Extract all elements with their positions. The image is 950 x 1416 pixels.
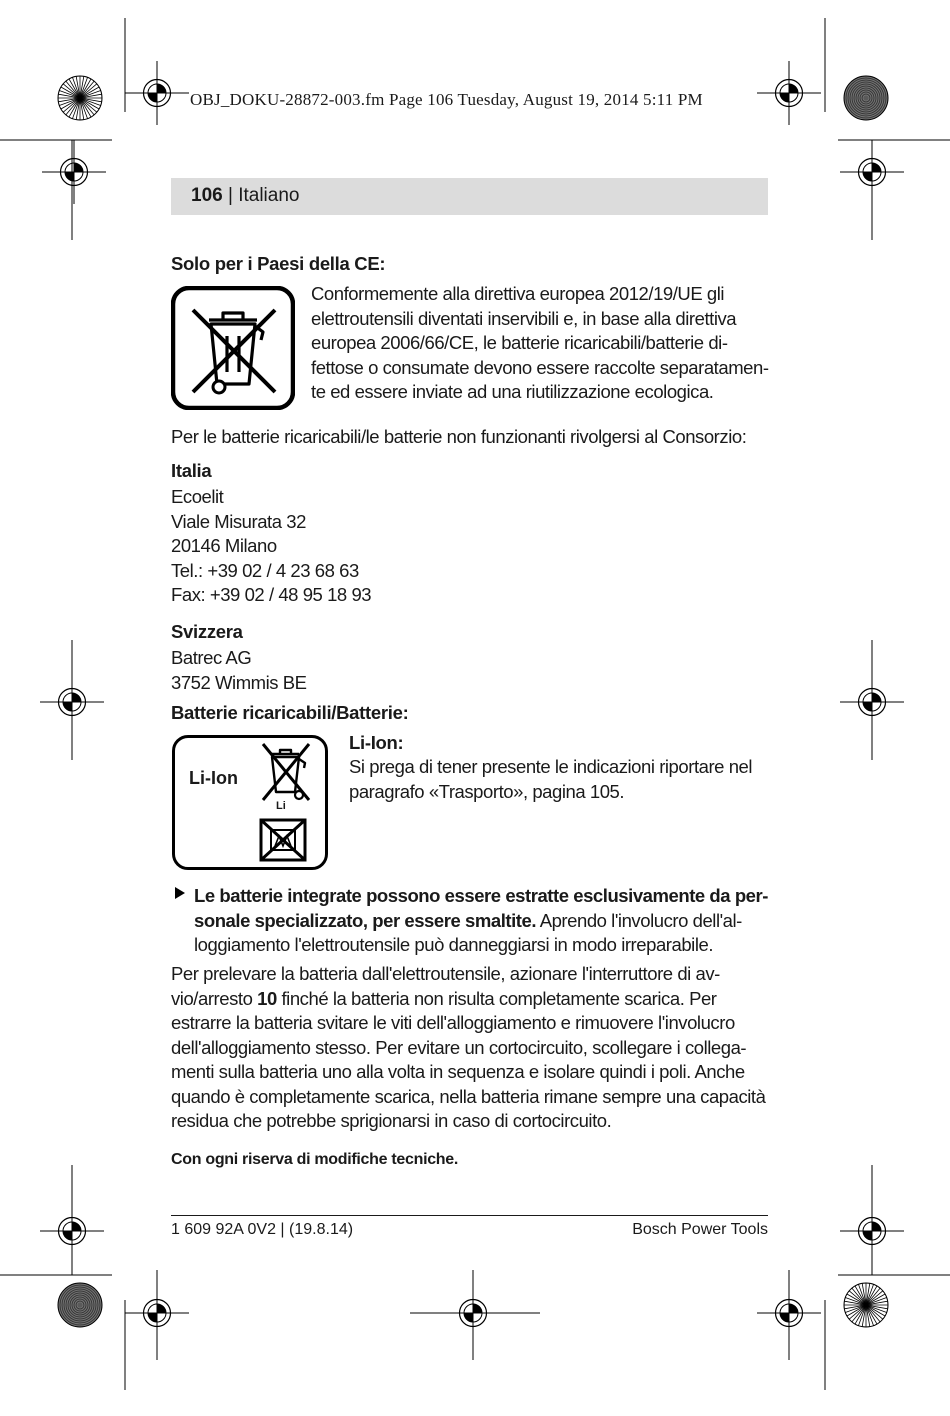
header-language: Italiano (238, 185, 300, 206)
eu-paragraph-line: Conformemente alla direttiva europea 2012/19/UE gli (311, 283, 725, 304)
crossed-out-wheelie-bin-icon (171, 286, 295, 410)
li-bin-label: Li (276, 800, 286, 812)
eu-paragraph-line: fettose o consumate devono essere raccolte separatamen- (311, 356, 769, 378)
paragraph-line: menti sulla batteria uno alla volta in sequenza e isolare quindi i poli. Anche (171, 1061, 745, 1082)
star-target-icon (844, 76, 888, 120)
header-separator: | (222, 185, 239, 206)
eu-paragraph-line: elettroutensili diventati inservibili e, in base alla direttiva (311, 307, 737, 329)
li-ion-note-line: paragrafo «Trasporto», pagina 105. (349, 780, 625, 802)
paragraph-text: finché la batteria non risulta completamente scarica. Per (276, 987, 717, 1009)
li-ion-note-line: Si prega di tener presente le indicazioni riportare nel (349, 756, 753, 777)
address-line: 3752 Wimmis BE (171, 671, 307, 693)
warning-bold-line: sonale specializzato, per essere smaltite. (194, 909, 537, 931)
technical-changes-notice: Con ogni riserva di modifiche tecniche. (171, 1151, 459, 1168)
address-line: Tel.: +39 02 / 4 23 68 63 (171, 559, 359, 581)
li-ion-note (349, 755, 752, 804)
paragraph-line: quando è completamente scarica, nella batteria rimane sempre una capacità (171, 1085, 766, 1107)
warning-text-line: loggiamento l'elettroutensile può danneggiarsi in modo irreparabile. (194, 934, 714, 955)
address-line: Batrec AG (171, 647, 252, 668)
file-slug: OBJ_DOKU-28872-003.fm Page 106 Tuesday, August 19, 2014 5:11 PM (190, 90, 703, 109)
footer-brand: Bosch Power Tools (632, 1221, 768, 1238)
footer-rule (171, 1215, 768, 1216)
svizzera-address (171, 646, 307, 695)
italia-title: Italia (171, 460, 212, 481)
switch-reference-number: 10 (257, 987, 277, 1009)
battery-removal-paragraph (171, 962, 765, 1134)
li-ion-symbol-box (172, 735, 328, 870)
star-target-icon (844, 1283, 888, 1327)
eu-paragraph-line: europea 2006/66/CE, le batterie ricaricabili/batterie di- (311, 332, 728, 353)
italia-address (171, 485, 371, 608)
address-line: Ecoelit (171, 486, 224, 507)
li-ion-subtitle: Li-Ion: (349, 732, 404, 753)
no-disposal-box-icon (257, 816, 309, 864)
page-number: 106 (191, 185, 223, 206)
address-line: Fax: +39 02 / 48 95 18 93 (171, 584, 372, 605)
warning-bold-line: Le batterie integrate possono essere estratte esclusivamente da per- (194, 885, 768, 906)
paragraph-line: Per prelevare la batteria dall'elettroutensile, azionare l'interruttore di av- (171, 963, 720, 984)
batteries-title: Batterie ricaricabili/Batterie: (171, 702, 409, 723)
integrated-battery-warning (194, 884, 768, 958)
consortium-line: Per le batterie ricaricabili/le batterie non funzionanti rivolgersi al Consorzio: (171, 426, 747, 447)
paragraph-text: vio/arresto (171, 987, 258, 1009)
page-header (191, 185, 299, 207)
address-line: 20146 Milano (171, 535, 277, 556)
eu-section-title: Solo per i Paesi della CE: (171, 253, 386, 274)
paragraph-line: dell'alloggiamento stesso. Per evitare un cortocircuito, scollegare i collega- (171, 1036, 747, 1058)
paragraph-line: estrarre la batteria svitare le viti dell'alloggiamento e rimuovere l'involucro (171, 1012, 735, 1033)
li-ion-label: Li-Ion (189, 768, 238, 788)
bullet-arrow-icon (174, 886, 186, 900)
address-line: Viale Misurata 32 (171, 510, 306, 532)
li-bin-icon (257, 742, 315, 814)
svizzera-title: Svizzera (171, 621, 243, 642)
eu-paragraph-line: te ed essere inviate ad una riutilizzazione ecologica. (311, 381, 714, 402)
star-target-icon (58, 76, 102, 120)
eu-directive-paragraph (311, 282, 769, 405)
footer-document-number: 1 609 92A 0V2 | (19.8.14) (171, 1221, 354, 1238)
star-target-icon (58, 1283, 102, 1327)
warning-text: Aprendo l'involucro dell'al- (536, 909, 742, 931)
paragraph-line: residua che potrebbe sprigionarsi in caso di cortocircuito. (171, 1110, 612, 1131)
